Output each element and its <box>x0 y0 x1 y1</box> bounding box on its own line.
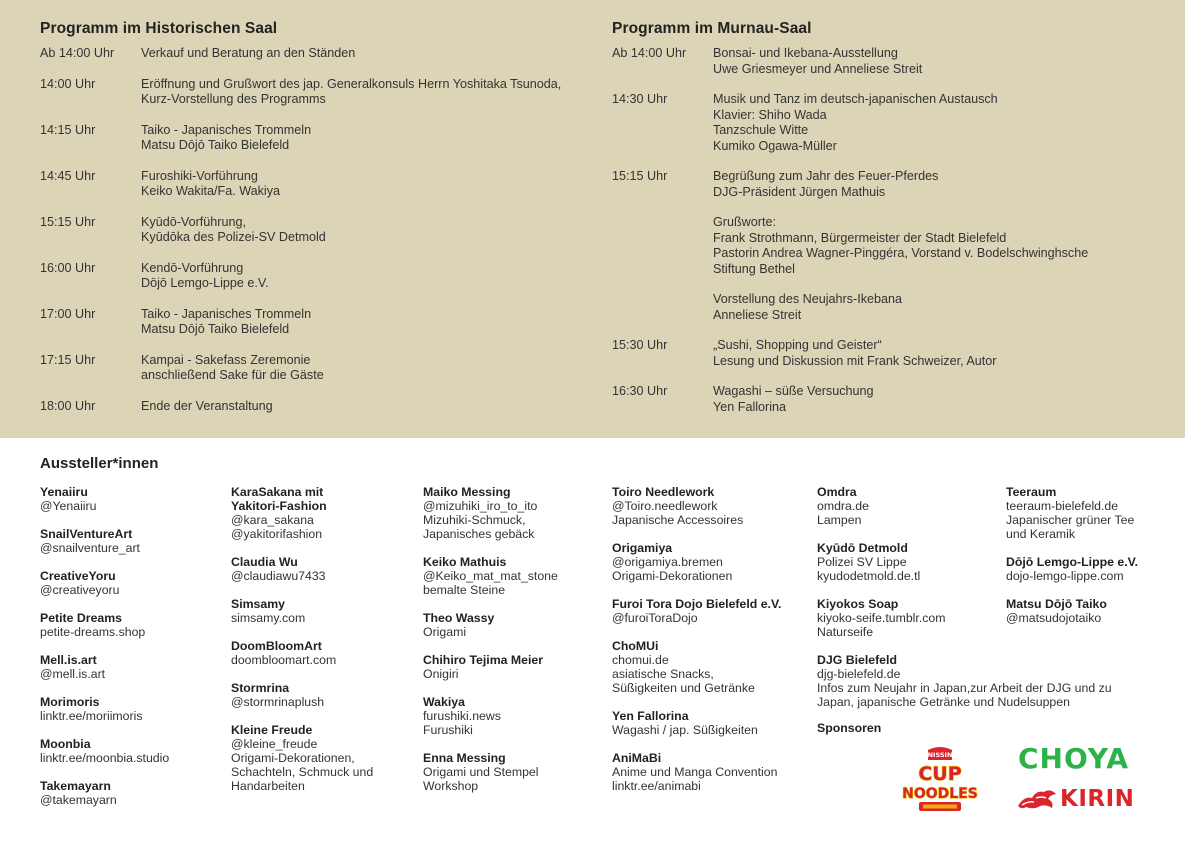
exhibitor-info: furushiki.news <box>423 709 501 723</box>
exhibitor-info: linktr.ee/animabi <box>612 779 701 793</box>
program-description <box>713 384 1172 415</box>
exhibitor-info: und Keramik <box>1006 527 1076 541</box>
program-title: Programm im Historischen Saal <box>40 20 278 37</box>
exhibitor-name: KaraSakana mit <box>231 485 324 499</box>
program-line: Bonsai- und Ikebana-Ausstellung <box>713 46 898 60</box>
exhibitor-info: Infos zum Neujahr in Japan,zur Arbeit der DJG und zu <box>817 681 1112 695</box>
exhibitor-name: Mell.is.art <box>40 653 97 667</box>
program-time: 14:15 Uhr <box>40 122 96 137</box>
exhibitor-entry <box>612 639 781 695</box>
exhibitor-name: DJG Bielefeld <box>817 653 897 667</box>
exhibitor-name: Toiro Needlework <box>612 485 715 499</box>
program-time: 16:30 Uhr <box>612 384 668 398</box>
exhibitor-name: Teeraum <box>1006 485 1057 499</box>
exhibitor-name: Chihiro Tejima Meier <box>423 653 544 667</box>
exhibitor-info: Origami <box>423 625 467 639</box>
exhibitor-column <box>40 485 169 821</box>
exhibitor-info: djg-bielefeld.de <box>817 667 901 681</box>
exhibitor-name: Enna Messing <box>423 751 506 765</box>
program-line: Stiftung Bethel <box>713 261 795 276</box>
program-description <box>141 399 600 415</box>
exhibitor-info: Japan, japanische Getränke und Nudelsuppen <box>817 695 1070 709</box>
program-line: Musik und Tanz im deutsch-japanischen Austausch <box>713 92 998 106</box>
exhibitor-entry <box>612 709 781 737</box>
exhibitor-entry <box>1006 597 1138 625</box>
program-line: Kampai - Sakefass Zeremonie <box>141 352 311 367</box>
program-description <box>141 123 600 154</box>
kirin-wordmark: KIRIN <box>1060 786 1135 812</box>
program-line: Kurz-Vorstellung des Programms <box>141 92 326 106</box>
kirin-emblem-icon <box>1016 786 1058 812</box>
cup-noodles-logo <box>895 746 985 814</box>
exhibitor-info: Origami-Dekorationen, <box>231 751 355 765</box>
program-time: 14:45 Uhr <box>40 168 96 183</box>
exhibitor-entry <box>40 485 169 513</box>
program-description <box>713 169 1172 200</box>
program-row <box>40 261 600 292</box>
program-line: Frank Strothmann, Bürgermeister der Stadt Bielefeld <box>713 230 1007 245</box>
program-line: Tanzschule Witte <box>713 123 809 137</box>
exhibitors-section <box>0 438 1185 842</box>
exhibitor-info: Furushiki <box>423 723 473 737</box>
exhibitor-info: @Keiko_mat_mat_stone <box>423 569 558 583</box>
exhibitor-info: Japanischer grüner Tee <box>1006 513 1135 527</box>
exhibitor-entry <box>612 541 781 583</box>
exhibitor-info: Mizuhiki-Schmuck, <box>423 513 526 527</box>
exhibitor-info: kyudodetmold.de.tl <box>817 569 921 583</box>
exhibitor-info: Workshop <box>423 779 479 793</box>
exhibitor-info: @snailventure_art <box>40 541 140 555</box>
program-time: 14:00 Uhr <box>40 76 96 91</box>
exhibitor-entry <box>423 653 558 681</box>
program-time <box>612 215 713 277</box>
exhibitor-entry <box>231 681 373 709</box>
program-line: Pastorin Andrea Wagner-Pinggéra, Vorstand v. Bodelschwinghsche <box>713 246 1089 260</box>
exhibitor-name: Kleine Freude <box>231 723 313 737</box>
program-line: DJG-Präsident Jürgen Mathuis <box>713 184 886 199</box>
program-line: Eröffnung und Grußwort des jap. Generalkonsuls Herrn Yoshitaka Tsunoda, <box>141 76 562 91</box>
exhibitor-info: @matsudojotaiko <box>1006 611 1102 625</box>
exhibitor-entry <box>423 695 558 737</box>
exhibitor-entry <box>231 555 373 583</box>
program-row <box>40 307 600 338</box>
exhibitor-entry <box>612 751 781 793</box>
cup-noodles-line1: CUP <box>918 763 962 785</box>
exhibitor-info: @kara_sakana <box>231 513 314 527</box>
exhibitor-entry <box>40 737 169 765</box>
program-line: Uwe Griesmeyer und Anneliese Streit <box>713 61 923 76</box>
program-line: Matsu Dōjō Taiko Bielefeld <box>141 322 290 336</box>
program-line: „Sushi, Shopping und Geister“ <box>713 338 882 352</box>
exhibitor-info: @takemayarn <box>40 793 117 807</box>
program-description <box>141 353 600 384</box>
exhibitor-name: DoomBloomArt <box>231 639 322 653</box>
program-time: Ab 14:00 Uhr <box>40 46 115 60</box>
exhibitor-info: petite-dreams.shop <box>40 625 146 639</box>
program-description <box>713 92 1172 154</box>
exhibitor-info: @Yenaiiru <box>40 499 97 513</box>
program-line: Vorstellung des Neujahrs-Ikebana <box>713 292 903 306</box>
program-time: 17:00 Uhr <box>40 306 96 321</box>
exhibitor-info: Origami-Dekorationen <box>612 569 733 583</box>
exhibitor-entry <box>1006 555 1138 583</box>
exhibitor-name: SnailVentureArt <box>40 527 133 541</box>
program-time: 14:30 Uhr <box>612 92 668 106</box>
program-line: Verkauf und Beratung an den Ständen <box>141 46 356 60</box>
program-description <box>141 215 600 246</box>
program-line: Grußworte: <box>713 215 776 229</box>
program-description <box>141 261 600 292</box>
exhibitor-name: Moonbia <box>40 737 91 751</box>
program-line: Lesung und Diskussion mit Frank Schweizer, Autor <box>713 353 997 368</box>
program-line: Dōjō Lemgo-Lippe e.V. <box>141 276 269 290</box>
exhibitor-info: Handarbeiten <box>231 779 305 793</box>
program-murnau-saal <box>612 20 1172 430</box>
exhibitor-info: omdra.de <box>817 499 869 513</box>
program-line: Kyūdō-Vorführung, <box>141 214 247 229</box>
program-row <box>612 384 1172 415</box>
program-time: 15:30 Uhr <box>612 338 668 352</box>
exhibitor-info: kiyoko-seife.tumblr.com <box>817 611 946 625</box>
program-line: Wagashi – süße Versuchung <box>713 384 874 398</box>
exhibitor-entry <box>40 611 169 639</box>
program-line: Matsu Dōjō Taiko Bielefeld <box>141 138 290 152</box>
exhibitor-info: Wagashi / jap. Süßigkeiten <box>612 723 758 737</box>
program-time: 15:15 Uhr <box>40 214 96 229</box>
program-time <box>612 292 713 323</box>
program-description <box>713 338 1172 369</box>
program-row <box>40 77 600 108</box>
cup-noodles-line2: NOODLES <box>902 786 978 802</box>
exhibitors-title: Aussteller*innen <box>40 455 159 472</box>
exhibitor-name: Furoi Tora Dojo Bielefeld e.V. <box>612 597 782 611</box>
exhibitor-info: chomui.de <box>612 653 669 667</box>
exhibitor-info: simsamy.com <box>231 611 306 625</box>
exhibitor-name: Wakiya <box>423 695 465 709</box>
exhibitor-entry <box>423 555 558 597</box>
exhibitor-info: dojo-lemgo-lippe.com <box>1006 569 1124 583</box>
exhibitor-name: Matsu Dōjō Taiko <box>1006 597 1107 611</box>
program-line: Kumiko Ogawa-Müller <box>713 138 837 153</box>
exhibitor-name: Simsamy <box>231 597 286 611</box>
exhibitor-info: @kleine_freude <box>231 737 318 751</box>
program-line: Yen Fallorina <box>713 399 787 414</box>
program-row <box>612 292 1172 323</box>
program-row <box>40 46 600 62</box>
program-line: Taiko - Japanisches Trommeln <box>141 306 312 321</box>
exhibitor-column <box>231 485 373 807</box>
exhibitor-info: Süßigkeiten und Getränke <box>612 681 755 695</box>
kirin-logo <box>1016 786 1134 812</box>
program-row <box>40 215 600 246</box>
exhibitor-name: Yen Fallorina <box>612 709 689 723</box>
exhibitor-entry <box>1006 485 1138 541</box>
exhibitor-name: Takemayarn <box>40 779 111 793</box>
program-row <box>40 169 600 200</box>
program-line: Taiko - Japanisches Trommeln <box>141 122 312 137</box>
program-time: 18:00 Uhr <box>40 398 96 413</box>
exhibitor-name: Yenaiiru <box>40 485 88 499</box>
program-time: Ab 14:00 Uhr <box>612 46 687 60</box>
exhibitor-entry <box>231 723 373 793</box>
program-historischer-saal <box>40 20 600 429</box>
exhibitor-entry <box>423 751 558 793</box>
program-line: Ende der Veranstaltung <box>141 398 273 413</box>
exhibitor-entry <box>612 485 781 527</box>
exhibitor-name: Theo Wassy <box>423 611 495 625</box>
choya-logo: CHOYA <box>1018 742 1130 775</box>
exhibitor-column <box>423 485 558 807</box>
program-description <box>713 292 1172 323</box>
exhibitor-entry <box>40 569 169 597</box>
program-line: anschließend Sake für die Gäste <box>141 368 324 382</box>
exhibitor-entry <box>231 639 373 667</box>
program-description <box>713 46 1172 77</box>
exhibitor-entry <box>817 653 1112 709</box>
exhibitor-info: Naturseife <box>817 625 874 639</box>
exhibitor-name: Omdra <box>817 485 857 499</box>
sponsors-title: Sponsoren <box>817 721 882 735</box>
program-time: 16:00 Uhr <box>40 260 96 275</box>
program-row <box>612 338 1172 369</box>
program-row <box>40 353 600 384</box>
exhibitor-info: Anime und Manga Convention <box>612 765 778 779</box>
program-row <box>612 215 1172 277</box>
program-line: Kendō-Vorführung <box>141 260 244 275</box>
program-time: 15:15 Uhr <box>612 169 668 183</box>
program-row <box>40 399 600 415</box>
exhibitor-info: Lampen <box>817 513 862 527</box>
program-description <box>141 169 600 200</box>
exhibitor-info: linktr.ee/moriimoris <box>40 709 143 723</box>
exhibitor-entry <box>231 597 373 625</box>
exhibitor-info: teeraum-bielefeld.de <box>1006 499 1119 513</box>
exhibitor-info: @mizuhiki_iro_to_ito <box>423 499 538 513</box>
program-description <box>141 307 600 338</box>
exhibitor-name: Keiko Mathuis <box>423 555 507 569</box>
exhibitor-name: CreativeYoru <box>40 569 116 583</box>
exhibitor-entry <box>423 485 558 541</box>
exhibitor-name: Kiyokos Soap <box>817 597 899 611</box>
exhibitor-name: Kyūdō Detmold <box>817 541 908 555</box>
program-row <box>612 92 1172 154</box>
exhibitor-entry <box>40 527 169 555</box>
exhibitor-info: @creativeyoru <box>40 583 120 597</box>
program-row <box>612 46 1172 77</box>
exhibitor-name: AniMaBi <box>612 751 662 765</box>
exhibitor-entry <box>612 597 781 625</box>
program-line: Keiko Wakita/Fa. Wakiya <box>141 184 281 198</box>
program-line: Kyūdōka des Polizei-SV Detmold <box>141 230 326 244</box>
exhibitor-info: @yakitorifashion <box>231 527 323 541</box>
exhibitor-info: Japanisches gebäck <box>423 527 535 541</box>
exhibitor-name: Origamiya <box>612 541 673 555</box>
exhibitor-info: Japanische Accessoires <box>612 513 744 527</box>
program-line: Furoshiki-Vorführung <box>141 168 258 183</box>
exhibitor-name: Petite Dreams <box>40 611 123 625</box>
exhibitor-entry <box>423 611 558 639</box>
cup-noodles-brand: NISSIN <box>927 751 953 759</box>
program-rows <box>612 46 1172 415</box>
program-line: Klavier: Shiho Wada <box>713 107 827 122</box>
exhibitor-info: asiatische Snacks, <box>612 667 714 681</box>
program-row <box>612 169 1172 200</box>
exhibitor-info: @claudiawu7433 <box>231 569 326 583</box>
program-line: Anneliese Streit <box>713 307 802 322</box>
exhibitor-info: Origami und Stempel <box>423 765 539 779</box>
program-line: Begrüßung zum Jahr des Feuer-Pferdes <box>713 169 939 183</box>
exhibitor-entry <box>40 653 169 681</box>
exhibitor-info: Schachteln, Schmuck und <box>231 765 374 779</box>
exhibitor-info: @Toiro.needlework <box>612 499 718 513</box>
exhibitor-info: Onigiri <box>423 667 459 681</box>
program-description <box>141 46 600 62</box>
program-time: 17:15 Uhr <box>40 352 96 367</box>
exhibitor-name: ChoMUi <box>612 639 659 653</box>
exhibitor-info: bemalte Steine <box>423 583 506 597</box>
program-title: Programm im Murnau-Saal <box>612 20 812 37</box>
program-description <box>713 215 1172 277</box>
exhibitor-entry <box>40 779 169 807</box>
exhibitor-info: @mell.is.art <box>40 667 106 681</box>
exhibitor-entry <box>40 695 169 723</box>
exhibitor-info: Polizei SV Lippe <box>817 555 907 569</box>
exhibitor-info: linktr.ee/moonbia.studio <box>40 751 170 765</box>
program-description <box>141 77 600 108</box>
exhibitor-name: Yakitori-Fashion <box>231 499 327 513</box>
exhibitor-name: Morimoris <box>40 695 100 709</box>
exhibitor-column <box>612 485 781 807</box>
exhibitor-column <box>1006 485 1138 639</box>
exhibitor-name: Claudia Wu <box>231 555 298 569</box>
exhibitor-name: Stormrina <box>231 681 290 695</box>
exhibitor-entry <box>231 485 373 541</box>
exhibitor-info: @furoiToraDojo <box>612 611 698 625</box>
program-rows <box>40 46 600 414</box>
exhibitor-info: doombloomart.com <box>231 653 337 667</box>
exhibitor-info: @stormrinaplush <box>231 695 325 709</box>
program-row <box>40 123 600 154</box>
exhibitor-name: Maiko Messing <box>423 485 511 499</box>
exhibitor-info: @origamiya.bremen <box>612 555 723 569</box>
exhibitor-name: Dōjō Lemgo-Lippe e.V. <box>1006 555 1139 569</box>
